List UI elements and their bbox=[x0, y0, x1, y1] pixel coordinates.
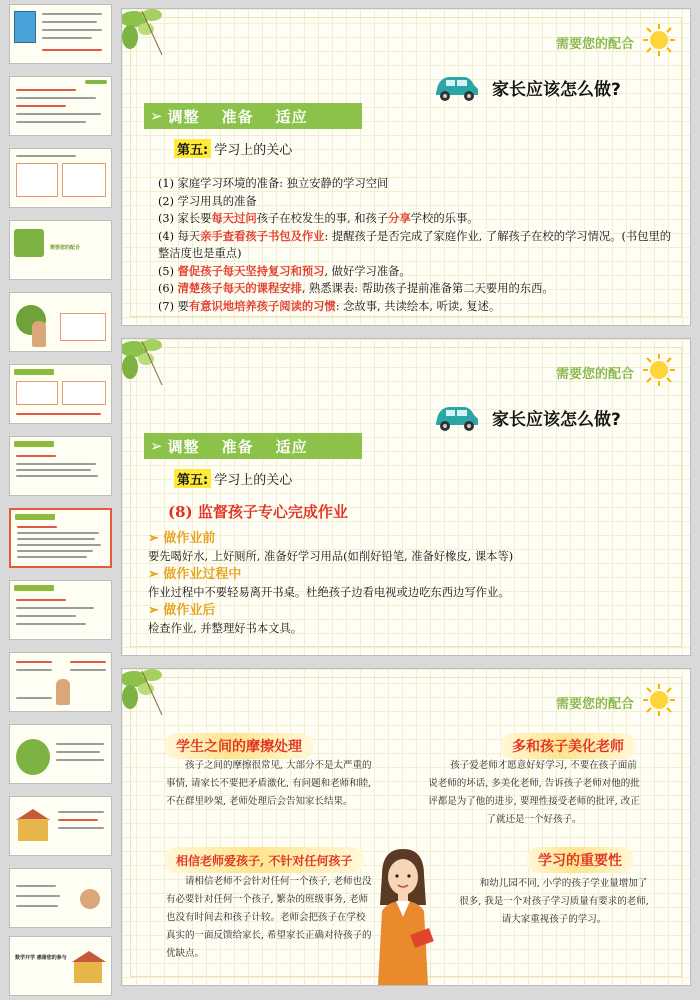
study-importance-title: 学习的重要性 bbox=[526, 847, 634, 873]
banner-word-prepare: 准备 bbox=[221, 437, 254, 456]
banner-word-prepare: 准备 bbox=[221, 107, 254, 126]
question-text: 家长应该怎么做? bbox=[492, 409, 621, 430]
header-tag: 需要您的配合 bbox=[555, 697, 634, 712]
list-item: (7) 要有意识地培养孩子阅读的习惯: 念故事, 共读绘本, 听读, 复述。 bbox=[158, 298, 501, 313]
block-text: 要先喝好水, 上好厕所, 准备好学习用品(如削好铅笔, 准备好橡皮, 课本等) bbox=[148, 550, 514, 563]
thumb-canvas: 需要您的配合 bbox=[9, 220, 112, 280]
sun-icon bbox=[642, 683, 676, 717]
sun-icon bbox=[642, 353, 676, 387]
slide-thumbnail-6[interactable] bbox=[9, 364, 112, 424]
slide-thumbnail-4[interactable] bbox=[9, 220, 112, 280]
slide-thumbnail-11[interactable] bbox=[9, 724, 112, 784]
slide-thumbnail-7[interactable] bbox=[9, 436, 112, 496]
block-text: 检查作业, 并整理好书本文具。 bbox=[148, 622, 303, 635]
slide-thumbnail-8[interactable] bbox=[9, 508, 112, 568]
slide-thumbnail-1[interactable] bbox=[9, 4, 112, 64]
section-label bbox=[174, 139, 292, 158]
slide-thumbnail-panel bbox=[0, 0, 116, 1000]
adjust-prepare-adapt-banner bbox=[144, 103, 362, 129]
textbook-icon bbox=[14, 11, 36, 43]
homework-after-block bbox=[148, 599, 302, 636]
leaves-decoration bbox=[122, 339, 192, 399]
block-heading: ➢ 做作业前 bbox=[148, 531, 216, 546]
homework-before-block bbox=[148, 527, 513, 564]
thumb-canvas bbox=[9, 724, 112, 784]
list-item: (6) 清楚孩子每天的课程安排, 熟悉课表: 帮助孩子提前准备第二天要用的东西。 bbox=[158, 281, 554, 295]
question-text: 家长应该怎么做? bbox=[492, 79, 621, 100]
header-tag: 需要您的配合 bbox=[555, 367, 634, 382]
section-number: 第五: bbox=[174, 469, 211, 488]
praise-teacher-title: 多和孩子美化老师 bbox=[500, 733, 636, 759]
thumb-canvas bbox=[9, 508, 112, 568]
slide-school-concern-2 bbox=[121, 338, 691, 656]
slide-thumbnail-10[interactable] bbox=[9, 652, 112, 712]
thumb-canvas bbox=[9, 292, 112, 352]
slide-thumbnail-5[interactable] bbox=[9, 292, 112, 352]
slide-school-concern-1 bbox=[121, 8, 691, 326]
homework-title: (8) 监督孩子专心完成作业 bbox=[168, 503, 348, 521]
section-title: 学习上的关心 bbox=[214, 473, 293, 488]
sun-icon bbox=[642, 23, 676, 57]
thumb-canvas: 数学开学 感谢您的参与 bbox=[9, 936, 112, 996]
slide-thumbnail-3[interactable] bbox=[9, 148, 112, 208]
trust-teacher-title: 相信老师爱孩子, 不针对任何孩子 bbox=[164, 847, 364, 873]
thumb-canvas bbox=[9, 652, 112, 712]
question-heading bbox=[432, 71, 621, 103]
study-importance-text: 和幼儿园不同, 小学的孩子学业量增加了很多, 我是一个对孩子学习质量有要求的老师, 请大家重视孩子的学习。 bbox=[459, 878, 649, 925]
car-icon bbox=[432, 71, 482, 103]
arrow-icon: ➢ bbox=[150, 107, 164, 125]
block-text: 作业过程中不要轻易离开书桌。杜绝孩子边看电视或边吃东西边写作业。 bbox=[148, 586, 510, 599]
adjust-prepare-adapt-banner bbox=[144, 433, 362, 459]
thumb-canvas bbox=[9, 76, 112, 136]
leaves-decoration bbox=[122, 669, 192, 729]
list-item: (5) 督促孩子每天坚持复习和预习, 做好学习准备。 bbox=[158, 263, 411, 278]
thumb-canvas bbox=[9, 148, 112, 208]
list-item: (3) 家长要每天过问孩子在校发生的事, 和孩子分享学校的乐事。 bbox=[158, 211, 479, 225]
section-number: 第五: bbox=[174, 139, 211, 158]
slide-thumbnail-12[interactable] bbox=[9, 796, 112, 856]
banner-word-adapt: 适应 bbox=[275, 107, 308, 126]
header-tag: 需要您的配合 bbox=[555, 37, 634, 52]
thumb-canvas bbox=[9, 796, 112, 856]
friction-title: 学生之间的摩擦处理 bbox=[164, 733, 314, 759]
thumb-canvas bbox=[9, 868, 112, 928]
concern-list bbox=[158, 175, 678, 315]
friction-text: 孩子之间的摩擦很常见, 大部分不是太严重的事情, 请家长不要把矛盾激化, 有问题和老师和睦, 不在群里吵架, 老师处理后会告知家长结果。 bbox=[166, 760, 372, 807]
thumb-canvas bbox=[9, 364, 112, 424]
section-title: 学习上的关心 bbox=[214, 143, 293, 158]
car-icon bbox=[432, 401, 482, 433]
list-item: (4) 每天亲手查看孩子书包及作业: 提醒孩子是否完成了家庭作业, 了解孩子在校的学习情况。(书包里的整洁度也是重点) bbox=[158, 228, 672, 260]
block-heading: ➢ 做作业后 bbox=[148, 603, 216, 618]
slide-thumbnail-13[interactable] bbox=[9, 868, 112, 928]
slide-thumbnail-14[interactable] bbox=[9, 936, 112, 996]
banner-word-adjust: 调整 bbox=[167, 437, 200, 456]
block-heading: ➢ 做作业过程中 bbox=[148, 567, 242, 582]
section-label bbox=[174, 469, 292, 488]
trust-teacher-text: 请相信老师不会针对任何一个孩子, 老师也没有必要针对任何一个孩子, 繁杂的班级事务, 老师也没有时间去和孩子计较。老师会把孩子在学校真实的一面反馈给家长, 希望家长正确对待孩子的优缺点。 bbox=[166, 876, 372, 959]
slide-thumbnail-2[interactable] bbox=[9, 76, 112, 136]
slide-thumbnail-9[interactable] bbox=[9, 580, 112, 640]
banner-word-adapt: 适应 bbox=[275, 437, 308, 456]
homework-during-block bbox=[148, 563, 510, 600]
teacher-illustration bbox=[368, 845, 438, 985]
praise-teacher-text: 孩子爱老师才愿意好好学习, 不要在孩子面前说老师的坏话, 多美化老师, 告诉孩子老师对他的批评都是为了他的进步, 要理性接受老师的批评, 改正了就还是一个好孩子。 bbox=[428, 760, 640, 825]
list-item: (1) 家庭学习环境的准备: 独立安静的学习空间 bbox=[158, 177, 389, 190]
slide-teacher-relations bbox=[121, 668, 691, 986]
question-heading bbox=[432, 401, 621, 433]
list-item: (2) 学习用具的准备 bbox=[158, 194, 257, 208]
leaves-decoration bbox=[122, 9, 192, 69]
thumb-canvas bbox=[9, 436, 112, 496]
arrow-icon: ➢ bbox=[150, 437, 164, 455]
banner-word-adjust: 调整 bbox=[167, 107, 200, 126]
thumb-canvas bbox=[9, 580, 112, 640]
thumb-canvas bbox=[9, 4, 112, 64]
